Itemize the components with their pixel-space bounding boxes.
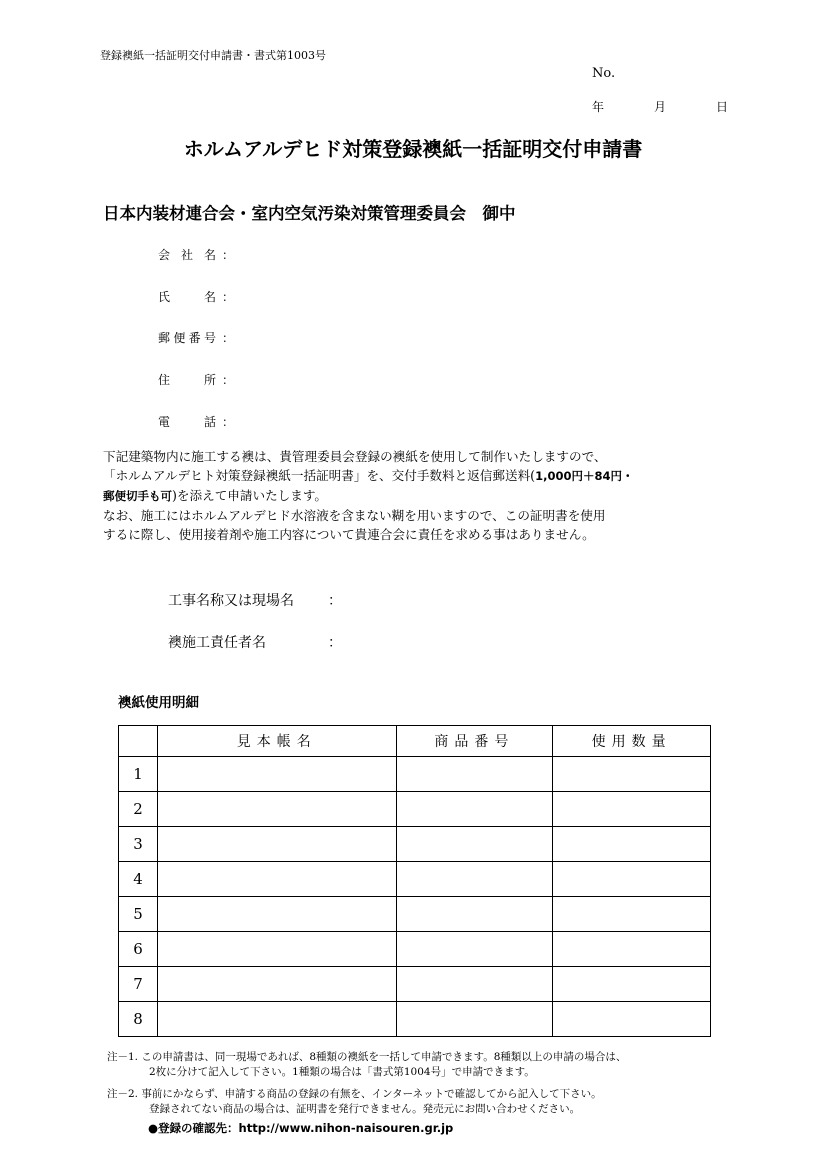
- column-header-product-number: 商品番号: [396, 726, 553, 757]
- sample-book-cell[interactable]: [157, 967, 396, 1002]
- product-number-cell[interactable]: [396, 897, 553, 932]
- postal-code-field: [158, 329, 234, 346]
- statement-text: 「ホルムアルデヒト対策登録襖紙一括証明書」を、交付手数料と返信郵送料(: [103, 468, 536, 483]
- row-number: 2: [119, 792, 158, 827]
- statement-line: [103, 466, 633, 486]
- sample-book-cell[interactable]: [157, 932, 396, 967]
- sample-book-cell[interactable]: [157, 792, 396, 827]
- person-name-field: [158, 288, 234, 305]
- statement-line: なお、施工にはホルムアルデヒド水溶液を含まない糊を用いますので、この証明書を使用: [103, 508, 606, 523]
- statement-line: [103, 486, 633, 506]
- note-line: 登録されてない商品の場合は、証明書を発行できません。発売元にお問い合わせください。: [149, 1103, 581, 1115]
- application-statement: [103, 447, 633, 544]
- column-header-sample-book: 見本帳名: [157, 726, 396, 757]
- table-header-row: [119, 726, 711, 757]
- product-number-cell[interactable]: [396, 827, 553, 862]
- product-number-cell[interactable]: [396, 862, 553, 897]
- field-colon: ：: [222, 415, 235, 429]
- phone-field: [158, 413, 234, 430]
- company-name-label: 会社名: [158, 248, 216, 262]
- address-field: [158, 371, 234, 388]
- table-row: [119, 827, 711, 862]
- registration-url[interactable]: ●登録の確認先：http://www.nihon-naisouren.gr.jp: [148, 1121, 454, 1135]
- quantity-cell[interactable]: [553, 827, 711, 862]
- product-number-cell[interactable]: [396, 932, 553, 967]
- sample-book-cell[interactable]: [157, 757, 396, 792]
- sample-book-cell[interactable]: [157, 827, 396, 862]
- person-name-label: 氏名: [158, 290, 216, 304]
- field-colon: ：: [222, 373, 235, 387]
- statement-line: するに際し、使用接着剤や施工内容について貴連合会に責任を求める事はありません。: [103, 527, 595, 542]
- column-header-number: [119, 726, 158, 757]
- table-row: [119, 757, 711, 792]
- table-row: [119, 862, 711, 897]
- row-number: 1: [119, 757, 158, 792]
- day-label: 日: [716, 100, 729, 114]
- phone-label: 電話: [158, 415, 216, 429]
- sample-book-cell[interactable]: [157, 862, 396, 897]
- project-name-field: [168, 590, 342, 610]
- year-label: 年: [592, 100, 605, 114]
- table-row: [119, 792, 711, 827]
- column-header-quantity: 使用数量: [553, 726, 711, 757]
- row-number: 6: [119, 932, 158, 967]
- row-number: 7: [119, 967, 158, 1002]
- document-number-label: No.: [592, 66, 616, 81]
- addressee: 日本内装材連合会・室内空気汚染対策管理委員会 御中: [103, 204, 516, 223]
- table-row: [119, 932, 711, 967]
- company-name-field: [158, 246, 234, 263]
- form-id: 登録襖紙一括証明交付申請書・書式第1003号: [100, 49, 326, 62]
- note-line: 注－2. 事前にかならず、申請する商品の登録の有無を、インターネットで確認してから記入して下さい。: [107, 1088, 602, 1100]
- address-label: 住所: [158, 373, 216, 387]
- statement-line: 下記建築物内に施工する襖は、貴管理委員会登録の襖紙を使用して制作いたしますので、: [103, 449, 607, 464]
- supervisor-name-field: [168, 632, 342, 652]
- stamp-note: 郵便切手も可: [103, 489, 172, 503]
- sample-book-cell[interactable]: [157, 1002, 396, 1037]
- note-1: [107, 1050, 626, 1080]
- quantity-cell[interactable]: [553, 757, 711, 792]
- quantity-cell[interactable]: [553, 897, 711, 932]
- field-colon: ：: [222, 290, 235, 304]
- table-row: [119, 1002, 711, 1037]
- table-row: [119, 897, 711, 932]
- note-2: [107, 1087, 602, 1117]
- field-colon: ：: [328, 593, 342, 609]
- note-line: 注－1. この申請書は、同一現場であれば、8種類の襖紙を一括して申請できます。8種類以上の申請の場合は、: [107, 1051, 627, 1063]
- supervisor-name-label: 襖施工責任者名: [168, 635, 266, 651]
- fee-amount: 1,000円＋84円・: [535, 469, 634, 483]
- table-row: [119, 967, 711, 1002]
- row-number: 8: [119, 1002, 158, 1037]
- field-colon: ：: [222, 248, 235, 262]
- field-colon: ：: [222, 331, 235, 345]
- sample-book-cell[interactable]: [157, 897, 396, 932]
- month-label: 月: [654, 100, 667, 114]
- quantity-cell[interactable]: [553, 967, 711, 1002]
- field-colon: ：: [328, 635, 342, 651]
- section-title: 襖紙使用明細: [118, 695, 199, 711]
- quantity-cell[interactable]: [553, 1002, 711, 1037]
- note-line: 2枚に分けて記入して下さい。1種類の場合は「書式第1004号」で申請できます。: [149, 1066, 535, 1078]
- statement-text: )を添えて申請いたします。: [172, 488, 328, 503]
- product-number-cell[interactable]: [396, 757, 553, 792]
- product-number-cell[interactable]: [396, 1002, 553, 1037]
- quantity-cell[interactable]: [553, 792, 711, 827]
- product-number-cell[interactable]: [396, 792, 553, 827]
- page-title: ホルムアルデヒド対策登録襖紙一括証明交付申請書: [183, 137, 643, 161]
- quantity-cell[interactable]: [553, 932, 711, 967]
- usage-detail-table: [118, 725, 711, 1037]
- quantity-cell[interactable]: [553, 862, 711, 897]
- row-number: 5: [119, 897, 158, 932]
- postal-code-label: 郵便番号: [158, 331, 216, 345]
- product-number-cell[interactable]: [396, 967, 553, 1002]
- row-number: 4: [119, 862, 158, 897]
- project-name-label: 工事名称又は現場名: [168, 593, 294, 609]
- row-number: 3: [119, 827, 158, 862]
